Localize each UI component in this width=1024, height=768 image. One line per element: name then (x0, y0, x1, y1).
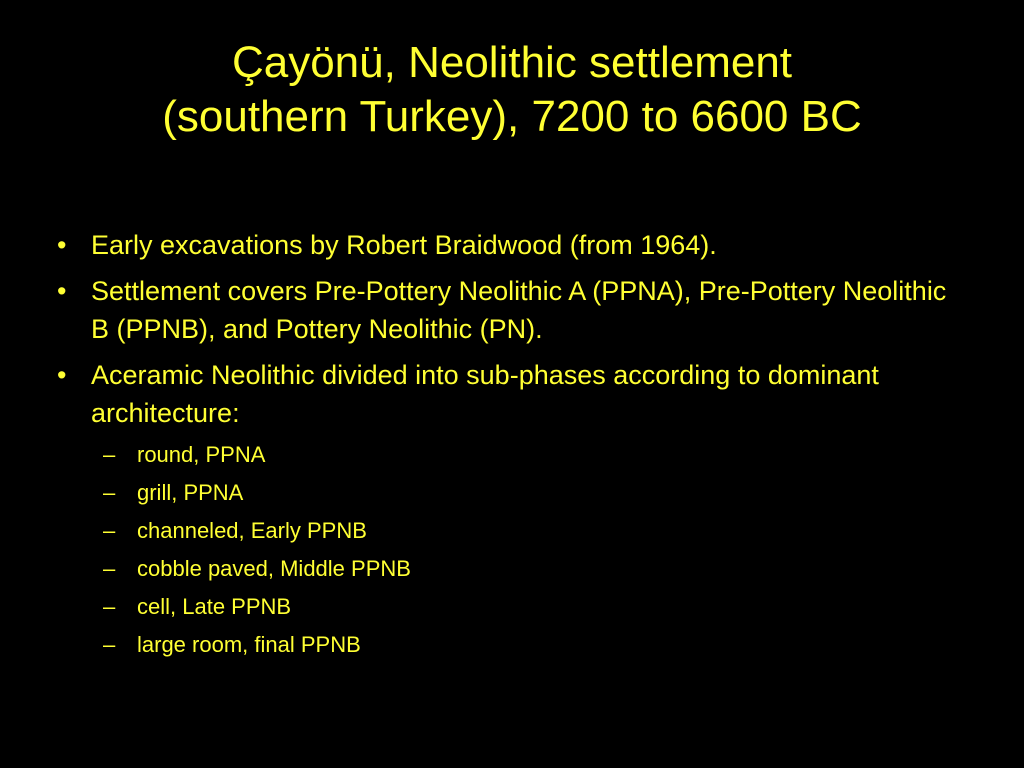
bullet-marker: • (57, 360, 67, 390)
sub-bullet-item (0, 518, 1024, 544)
sub-bullet-marker: – (103, 518, 116, 543)
sub-bullet-item (0, 556, 1024, 582)
sub-bullet-text: channeled, Early PPNB (137, 518, 367, 543)
bullet-marker: • (57, 276, 67, 306)
sub-bullet-marker: – (103, 594, 116, 619)
sub-bullet-text: cell, Late PPNB (137, 594, 292, 619)
bullet-text: Settlement covers Pre-Pottery Neolithic A (PPNA), Pre-Pottery Neolithic B (PPNB), and Pottery Neolithic (PN). (91, 276, 947, 344)
sub-bullet-marker: – (103, 632, 116, 657)
sub-bullet-item (0, 594, 1024, 620)
slide-body (0, 226, 1024, 670)
bullet-marker: • (57, 230, 67, 260)
sub-bullet-text: grill, PPNA (137, 480, 244, 505)
bullet-item (0, 272, 1024, 348)
sub-bullet-item (0, 442, 1024, 468)
sub-bullet-list (0, 442, 1024, 658)
slide-title-line-1: Çayönü, Neolithic settlement (231, 38, 793, 87)
sub-bullet-text: cobble paved, Middle PPNB (137, 556, 411, 581)
slide-title (40, 36, 984, 144)
bullet-text: Early excavations by Robert Braidwood (from 1964). (91, 230, 717, 260)
sub-bullet-marker: – (103, 442, 116, 467)
sub-bullet-item (0, 632, 1024, 658)
slide-title-line-2: (southern Turkey), 7200 to 6600 BC (162, 92, 862, 141)
sub-bullet-marker: – (103, 556, 116, 581)
sub-bullet-text: round, PPNA (137, 442, 266, 467)
sub-bullet-marker: – (103, 480, 116, 505)
bullet-item (0, 356, 1024, 432)
sub-bullet-text: large room, final PPNB (137, 632, 361, 657)
bullet-item (0, 226, 1024, 264)
sub-bullet-item (0, 480, 1024, 506)
bullet-text: Aceramic Neolithic divided into sub-phases according to dominant architecture: (91, 360, 879, 428)
